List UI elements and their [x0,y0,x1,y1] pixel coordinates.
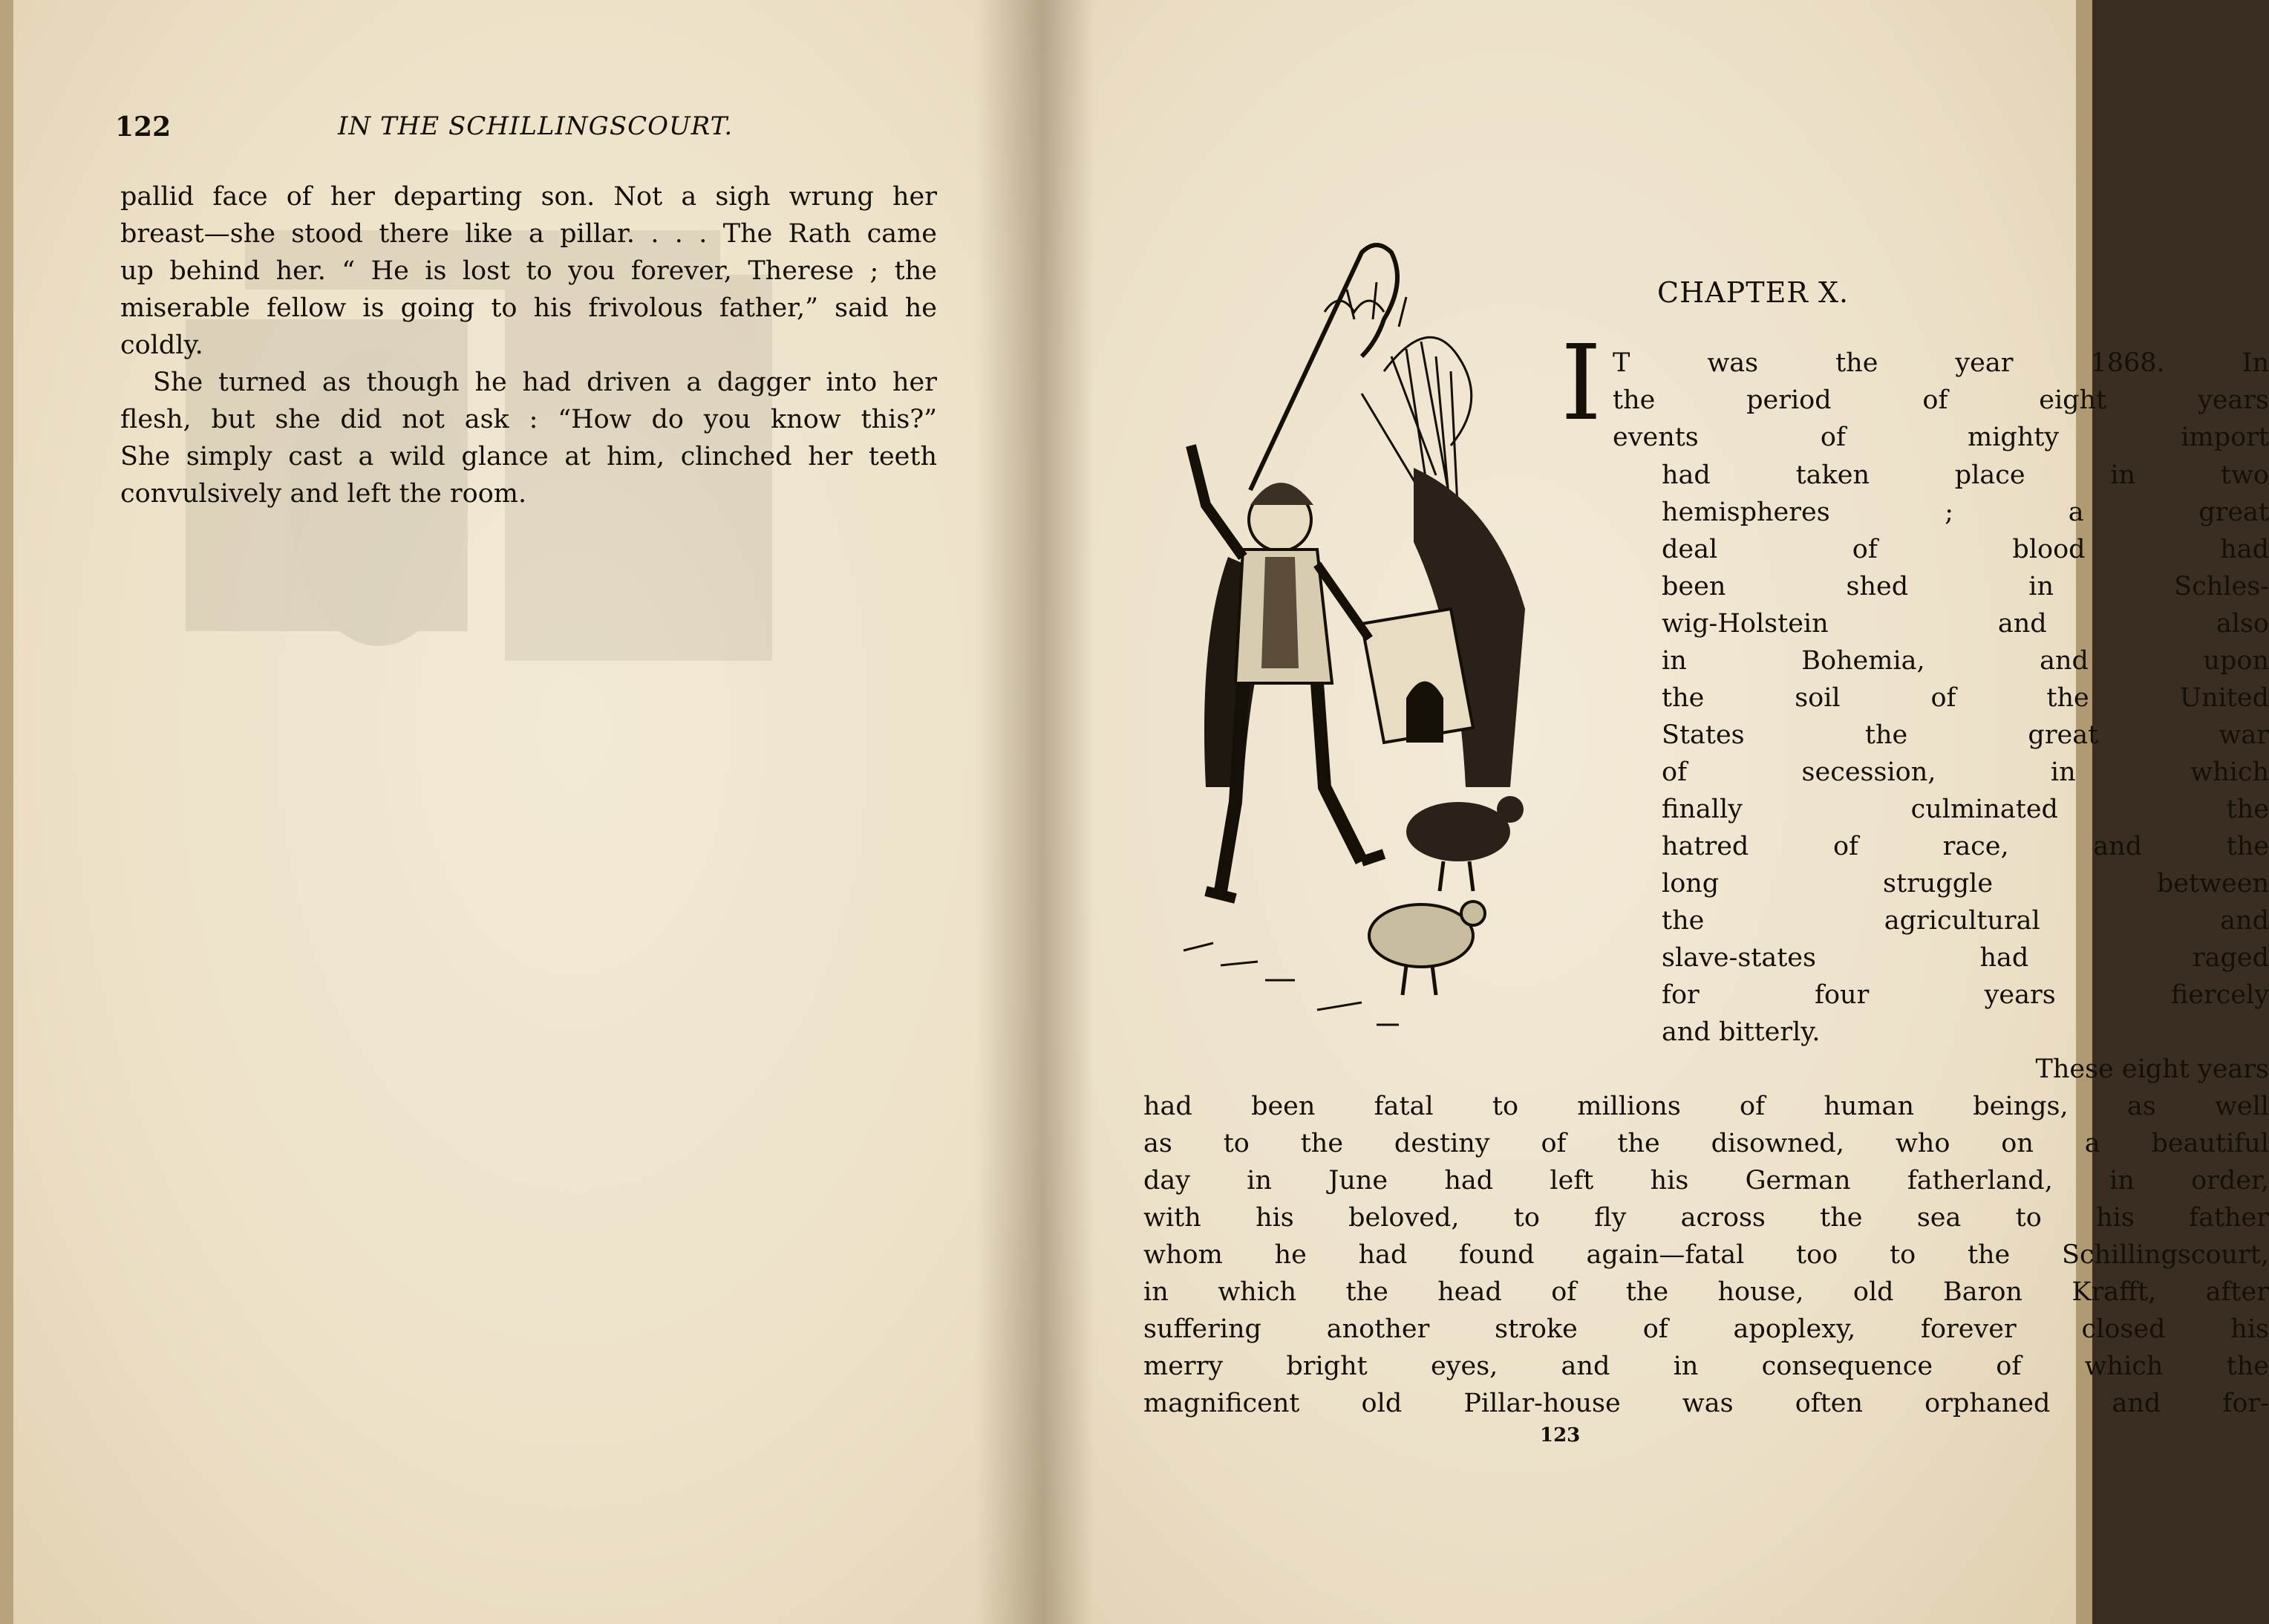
paragraph [120,178,937,364]
narrow-column-text [1662,457,2269,1088]
text-line: long struggle between [1662,869,2269,899]
text-line: of secession, in which [1662,757,2269,787]
gutter-shadow [1042,0,1094,1624]
text-line: the period of eight years [1613,385,2269,415]
boy-with-whip-illustration [1139,223,1555,1054]
text-line: in which the head of the house, old Baron Krafft, after [1143,1277,2269,1307]
text-line: hatred of race, and the [1662,832,2269,861]
text-line: miserable fellow is going to his frivolous father,” said he [120,293,937,323]
text-line: events of mighty import [1613,423,2269,452]
text-line: magnificent old Pillar-house was often orphaned and for- [1143,1389,2269,1418]
text-line: for four years fiercely [1662,980,2269,1010]
text-line: suffering another stroke of apoplexy, forever closed his [1143,1314,2269,1344]
text-line: as to the destiny of the disowned, who on a beautiful [1143,1129,2269,1158]
text-line: She simply cast a wild glance at him, clinched her teeth [120,442,937,472]
page-number: 123 [1540,1424,1581,1447]
text-line: whom he had found again—fatal too to the Schillingscourt, [1143,1240,2269,1270]
text-line: with his beloved, to fly across the sea to his father [1143,1203,2269,1233]
running-head [115,111,962,149]
text-line: the soil of the United [1662,683,2269,713]
text-line: States the great war [1662,720,2269,750]
text-line: in Bohemia, and upon [1662,646,2269,676]
full-width-text [1143,1088,2269,1422]
running-title: IN THE SCHILLINGSCOURT. [338,111,734,141]
text-line: slave-states had raged [1662,943,2269,973]
paragraph [120,364,937,512]
text-line: day in June had left his German fatherland, in order, [1143,1166,2269,1196]
text-line: finally culminated the [1662,795,2269,824]
text-line: merry bright eyes, and in consequence of which the [1143,1351,2269,1381]
text-line: had been fatal to millions of human beings, as well [1143,1092,2269,1121]
text-line: the agricultural and [1662,906,2269,936]
text-line: wig-Holstein and also [1662,609,2269,639]
chapter-heading: CHAPTER X. [1657,276,1850,309]
text-line: convulsively and left the room. [120,479,527,509]
text-line: flesh, but she did not ask : “How do you know this?” [120,405,937,434]
gutter-shadow [976,0,1042,1624]
text-line: She turned as though he had driven a dagger into her [153,368,937,397]
text-line: up behind her. “ He is lost to you forever, Therese ; the [120,256,937,286]
left-page [0,0,1042,1624]
text-line: had taken place in two [1662,460,2269,490]
drop-cap: I [1561,323,1602,444]
text-line: hemispheres ; a great [1662,498,2269,527]
text-line: breast—she stood there like a pillar. . . . The Rath came [120,219,937,249]
text-line: T was the year 1868. In [1613,348,2269,378]
text-line: and bitterly. [1662,1017,1821,1047]
text-line: deal of blood had [1662,535,2269,564]
right-page [1042,0,2269,1624]
page-number: 122 [115,111,172,143]
text-line: coldly. [120,330,203,360]
opening-lines [1613,345,2269,456]
text-line: pallid face of her departing son. Not a sigh wrung her [120,182,937,212]
left-body-text [120,178,937,512]
page-edge [0,0,13,1624]
text-line: These eight years [2035,1054,2269,1084]
text-line: been shed in Schles- [1662,572,2269,601]
